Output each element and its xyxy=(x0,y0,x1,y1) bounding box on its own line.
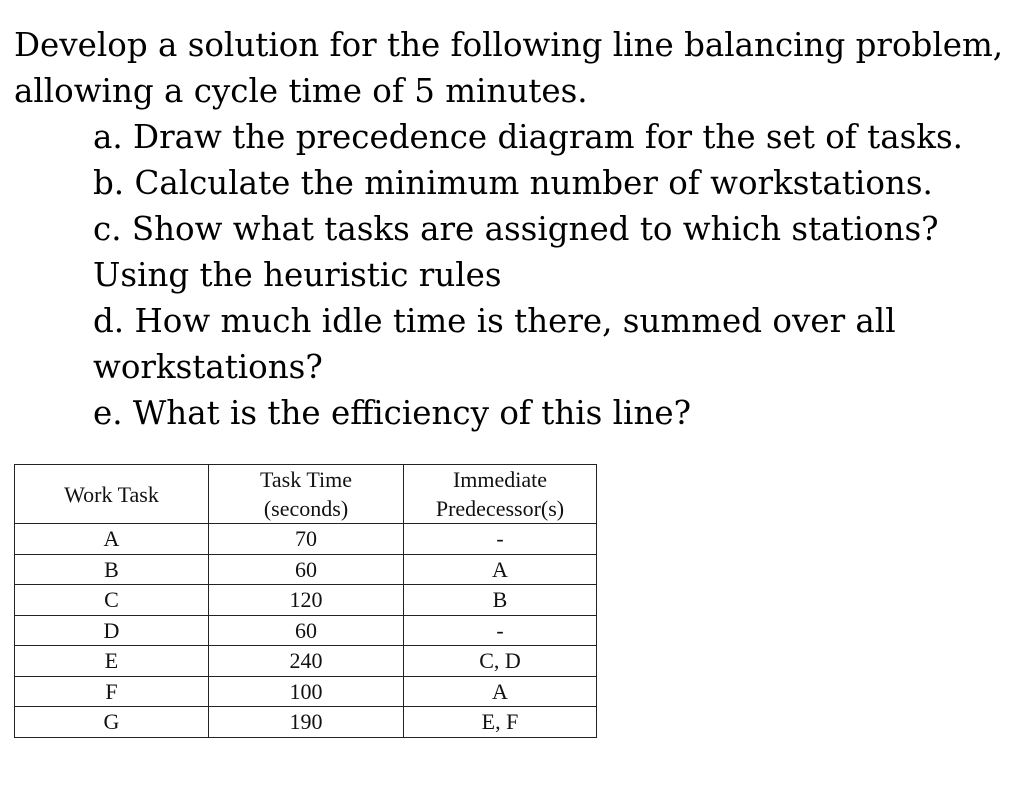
question-c-line-2: Using the heuristic rules xyxy=(93,256,502,294)
question-d-line-2: workstations? xyxy=(93,348,323,386)
table-row xyxy=(15,524,597,555)
cell-time: 100 xyxy=(209,676,404,707)
table-row xyxy=(15,707,597,738)
header-task-time-line-2: (seconds) xyxy=(263,496,349,521)
question-a: a. Draw the precedence diagram for the set of tasks. xyxy=(93,118,963,156)
table-row xyxy=(15,676,597,707)
task-table xyxy=(14,464,597,738)
table-row xyxy=(15,554,597,585)
cell-predecessor: - xyxy=(404,615,597,646)
question-e: e. What is the efficiency of this line? xyxy=(93,394,692,432)
cell-time: 190 xyxy=(209,707,404,738)
cell-task: D xyxy=(15,615,209,646)
cell-task: E xyxy=(15,646,209,677)
cell-predecessor: C, D xyxy=(404,646,597,677)
header-work-task: Work Task xyxy=(15,465,209,524)
problem-statement xyxy=(14,22,1014,114)
cell-predecessor: - xyxy=(404,524,597,555)
header-predecessor-line-2: Predecessor(s) xyxy=(435,496,565,521)
cell-predecessor: A xyxy=(404,676,597,707)
problem-line-2: allowing a cycle time of 5 minutes. xyxy=(14,72,588,110)
cell-task: B xyxy=(15,554,209,585)
cell-task: F xyxy=(15,676,209,707)
cell-task: G xyxy=(15,707,209,738)
cell-time: 70 xyxy=(209,524,404,555)
header-task-time-line-1: Task Time xyxy=(260,467,352,492)
header-predecessor-line-1: Immediate xyxy=(452,467,548,492)
question-b: b. Calculate the minimum number of workstations. xyxy=(93,164,933,202)
header-predecessor xyxy=(404,465,597,524)
cell-predecessor: B xyxy=(404,585,597,616)
cell-task: A xyxy=(15,524,209,555)
cell-time: 240 xyxy=(209,646,404,677)
question-list xyxy=(93,114,1013,436)
header-task-time xyxy=(209,465,404,524)
cell-time: 60 xyxy=(209,615,404,646)
cell-time: 120 xyxy=(209,585,404,616)
question-c-line-1: c. Show what tasks are assigned to which stations? xyxy=(93,210,939,248)
cell-predecessor: A xyxy=(404,554,597,585)
table-row xyxy=(15,585,597,616)
cell-time: 60 xyxy=(209,554,404,585)
table-row xyxy=(15,646,597,677)
table-row xyxy=(15,615,597,646)
question-d-line-1: d. How much idle time is there, summed over all xyxy=(93,302,896,340)
problem-line-1: Develop a solution for the following line balancing problem, xyxy=(14,26,1004,64)
cell-predecessor: E, F xyxy=(404,707,597,738)
table-header-row xyxy=(15,465,597,524)
cell-task: C xyxy=(15,585,209,616)
